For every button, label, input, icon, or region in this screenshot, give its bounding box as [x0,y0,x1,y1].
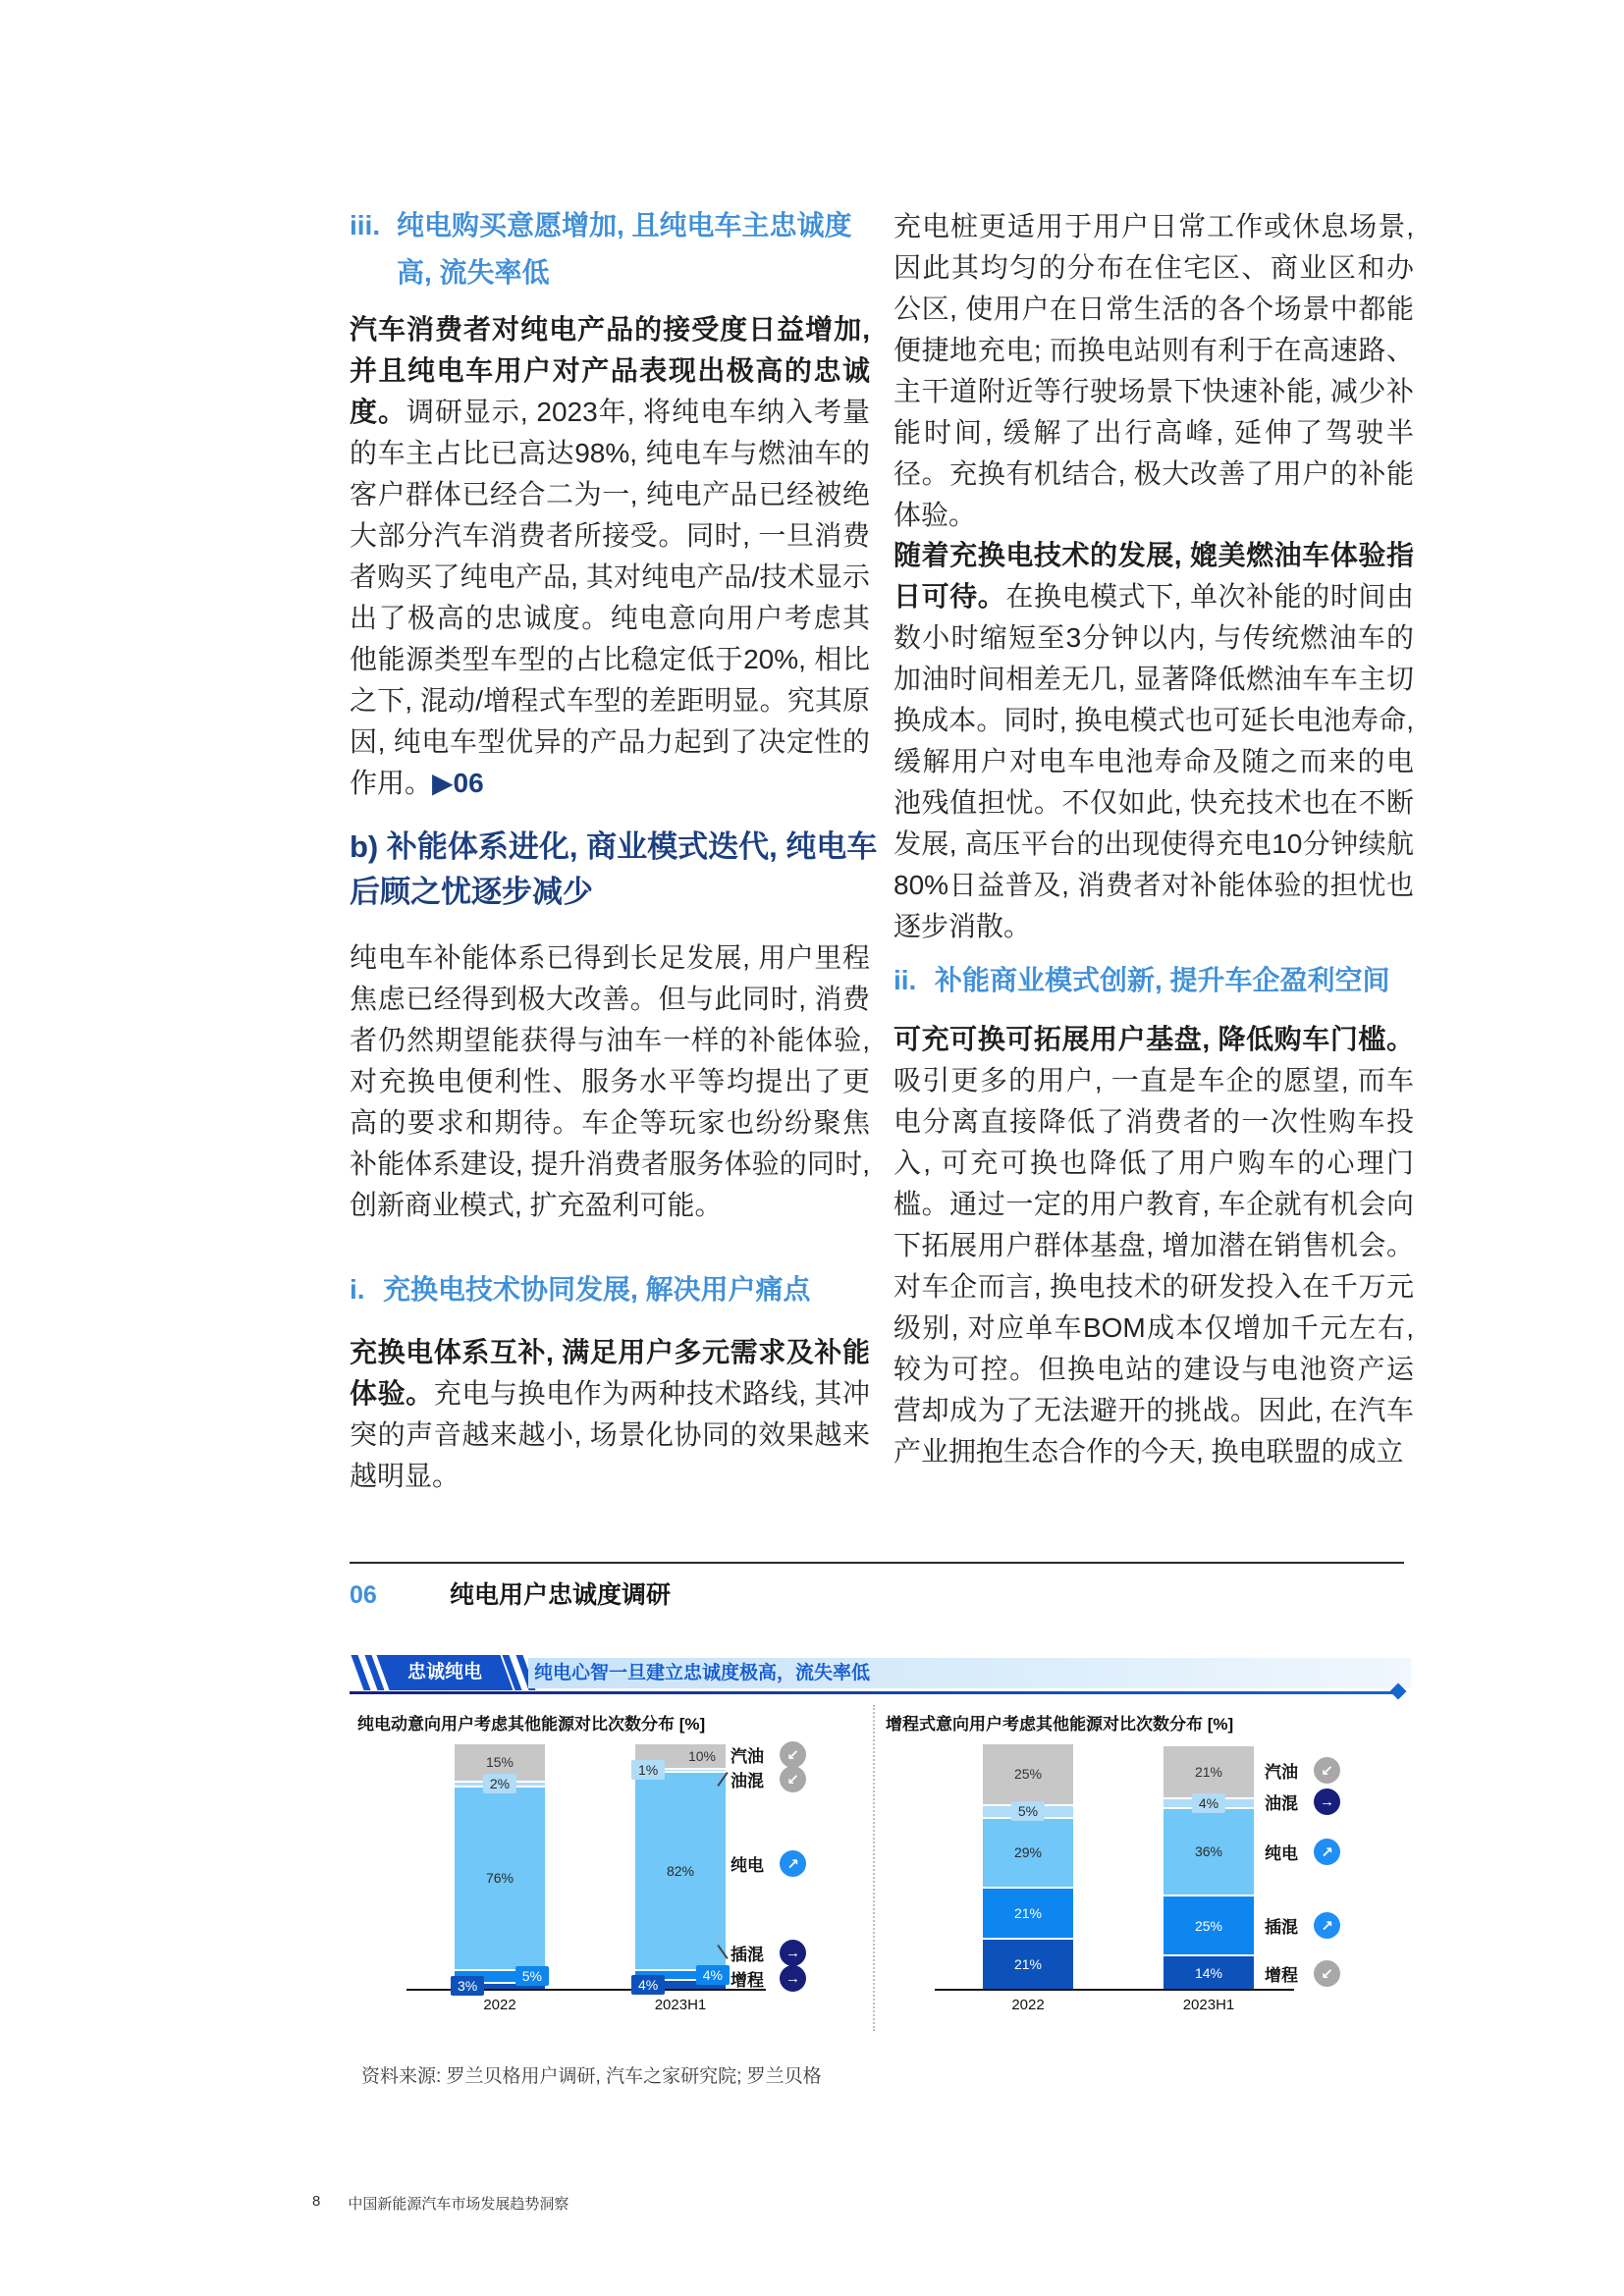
segment-label: 82% [666,1862,695,1879]
segment-label: 3% [451,1976,484,1996]
paragraph-lead: 可充可换可拓展用户基盘, 降低购车门槛。 [893,1024,1414,1054]
trend-down-icon: ↙ [1314,1757,1340,1784]
segment-插混 [1164,1895,1254,1955]
trend-down-icon: ↙ [780,1741,806,1768]
segment-label: 21% [1194,1763,1223,1780]
x-tick-label: 2022 [483,1997,516,2013]
heading-text: 充换电技术协同发展, 解决用户痛点 [383,1274,811,1305]
paragraph-rest: 吸引更多的用户, 一直是车企的愿望, 而车电分离直接降低了消费者的一次性购车投入, 可充可换也降低了用户购车的心理门槛。通过一定的用户教育, 车企就有机会向下拓展用户群体基盘, 增加潜在销售机会。对车企而言, 换电技术的研发投入在千万元级别, 对应单车BOM成本仅增加千元左右, 较为可控。但换电站的建设与电池资产运营却成为了无法避开的挑战。因此, 在汽车产业拥抱生态合作的今天, 换电联盟的成立 [893,1065,1414,1467]
source-note: 资料来源: 罗兰贝格用户调研, 汽车之家研究院; 罗兰贝格 [361,2066,822,2087]
section-heading-b: b) 补能体系进化, 商业模式迭代, 纯电车后顾之忧逐步减少 [350,829,878,909]
heading-text: 补能商业模式创新, 提升车企盈利空间 [935,965,1390,995]
banner-headline: 纯电心智一旦建立忠诚度极高，流失率低 [534,1663,871,1683]
legend-item-汽油 [1265,1757,1340,1784]
figure-banner [350,1655,1411,1690]
legend-item-纯电 [731,1850,806,1877]
stacked-bar-2022 [455,1744,545,1995]
paragraph-consumer-acceptance [350,309,870,804]
figure-title: 纯电用户忠诚度调研 [450,1581,672,1609]
legend-label: 汽油 [731,1747,764,1766]
x-tick-label: 2022 [1011,1997,1045,2013]
section-heading-ii [893,957,1414,1004]
segment-label: 4% [631,1975,665,1995]
legend-item-汽油 [731,1741,806,1768]
segment-油混 [983,1803,1073,1820]
x-tick-label: 2023H1 [1182,1997,1235,2013]
segment-汽油 [1164,1746,1254,1797]
segment-纯电 [1164,1807,1254,1895]
figure-header [350,1578,671,1612]
section-heading-i [350,1266,870,1313]
segment-汽油 [983,1744,1073,1805]
page-number: 8 [312,2193,321,2210]
chart-title: 纯电动意向用户考虑其他能源对比次数分布 [%] [357,1715,706,1734]
legend-item-插混 [731,1940,806,1966]
segment-label: 10% [687,1747,716,1764]
paragraph-charging-system: 纯电车补能体系已得到长足发展, 用户里程焦虑已经得到极大改善。但与此同时, 消费者仍然期望能获得与油车一样的补能体验, 对充换电便利性、服务水平等均提出了更高的要求和期待。车企等玩家也纷纷聚焦补能体系建设, 提升消费者服务体验的同时, 创新商业模式, 扩充盈利可能。 [350,942,870,1220]
segment-label: 14% [1194,1964,1223,1981]
chart-title: 增程式意向用户考虑其他能源对比次数分布 [%] [886,1715,1234,1734]
x-tick-label: 2023H1 [654,1997,707,2013]
segment-油混 [1164,1794,1254,1811]
legend-item-插混 [1265,1912,1340,1939]
segment-增程 [1164,1954,1254,1989]
paragraph-business-model [893,1019,1414,1472]
trend-flat-icon: → [780,1940,806,1966]
trend-flat-icon: → [780,1965,806,1992]
chart-divider [873,1705,875,2031]
footer-title: 中国新能源汽车市场发展趋势洞察 [348,2196,569,2213]
paragraph-charge-swap [350,1332,870,1497]
segment-纯电 [635,1771,726,1970]
paragraph-rest: 充电与换电作为两种技术路线, 其冲突的声音越来越小, 场景化协同的效果越来越明显。 [350,1378,870,1491]
legend-label: 纯电 [1265,1844,1298,1863]
segment-增程 [983,1938,1073,1989]
stacked-bar-2023H1 [635,1744,726,1994]
paragraph-rest: 在换电模式下, 单次补能的时间由数小时缩短至3分钟以内, 与传统燃油车的加油时间相差无几, 显著降低燃油车车主切换成本。同时, 换电模式也可延长电池寿命, 缓解用户对电车电池寿命及随之而来的电池残值担忧。不仅如此, 快充技术也在不断发展, 高压平台的出现使得充电10分钟续航80%日益普及, 消费者对补能体验的担忧也逐步消散。 [893,581,1414,941]
paragraph-swap-experience [893,535,1414,947]
trend-down-icon: ↙ [780,1766,806,1792]
segment-纯电 [455,1786,545,1970]
legend-label: 油混 [1265,1794,1298,1813]
figure-top-rule [350,1562,1404,1564]
legend-item-油混 [731,1766,806,1792]
chart-erev-intenders [878,1708,1412,2037]
segment-label: 76% [485,1870,514,1887]
segment-label: 4% [1192,1793,1225,1813]
legend-item-纯电 [1265,1839,1340,1865]
segment-label: 21% [1013,1956,1043,1973]
segment-label: 5% [1011,1801,1045,1821]
segment-label: 25% [1013,1766,1043,1783]
heading-marker: ii. [893,965,917,995]
legend-label: 油混 [731,1772,764,1790]
legend-item-油混 [1265,1789,1340,1815]
legend-label: 插混 [731,1946,764,1964]
segment-label: 36% [1194,1843,1223,1860]
segment-插混 [983,1887,1073,1938]
trend-flat-icon: → [1314,1789,1340,1815]
trend-up-icon: ↗ [1314,1839,1340,1865]
banner-badge-label: 忠诚纯电 [406,1662,482,1682]
segment-纯电 [983,1817,1073,1888]
segment-label: 21% [1013,1905,1043,1922]
segment-label: 2% [483,1774,516,1793]
figure-number: 06 [350,1581,377,1609]
segment-label: 4% [696,1965,730,1985]
banner-band [528,1658,1411,1688]
paragraph-lead: 汽车消费者对纯电产品的接受度日益增加, 并且纯电车用户对产品表现出极高的忠诚度。 [350,314,870,427]
legend-label: 纯电 [731,1856,764,1875]
segment-label: 25% [1194,1917,1223,1934]
heading-marker: i. [350,1274,365,1305]
paragraph-charging-scenes: 充电桩更适用于用户日常工作或休息场景, 因此其均匀的分布在住宅区、商业区和办公区, 使用户在日常生活的各个场景中都能便捷地充电; 而换电站则有利于在高速路、主干道附近等行驶场景下快速补能, 减少补能时间, 缓解了出行高峰, 延伸了驾驶半径。充换有机结合, 极大改善了用户的补能体验。 [893,211,1414,530]
legend-label: 插混 [1265,1918,1298,1937]
section-heading-iii [350,202,870,296]
banner-badge [376,1655,513,1690]
stacked-bar-2023H1 [1164,1746,1254,1989]
paragraph-lead: 随着充换电技术的发展, 媲美燃油车体验指日可待。 [893,540,1414,612]
segment-label: 15% [485,1754,514,1771]
figure-reference: ▶06 [432,768,484,798]
trend-up-icon: ↗ [780,1850,806,1877]
trend-down-icon: ↙ [1314,1960,1340,1987]
legend-label: 增程 [731,1971,764,1990]
paragraph-lead: 充换电体系互补, 满足用户多元需求及补能体验。 [350,1337,870,1409]
paragraph-rest: 调研显示, 2023年, 将纯电车纳入考量的车主占比已高达98%, 纯电车与燃油车的客户群体已经合二为一, 纯电产品已经被绝大部分汽车消费者所接受。同时, 一旦消费者购买了纯电产品, 其对纯电产品/技术显示出了极高的忠诚度。纯电意向用户考虑其他能源类型车型的占比稳定低于20%, 相比之下, 混动/增程式车型的差距明显。究其原因, 纯电车型优异的产品力起到了决定性的作用。 [350,397,870,798]
legend-item-增程 [731,1965,806,1992]
chart-bev-intenders [350,1708,872,2037]
banner-underline [350,1691,1398,1694]
segment-label: 5% [515,1966,549,1986]
heading-marker: iii. [350,210,381,240]
segment-label: 29% [1013,1844,1043,1861]
page-footer [312,2193,568,2214]
x-axis [935,1989,1294,1991]
stacked-bar-2022 [983,1744,1073,1989]
trend-up-icon: ↗ [1314,1912,1340,1939]
legend-label: 增程 [1265,1966,1298,1985]
heading-text: 纯电购买意愿增加, 且纯电车主忠诚度高, 流失率低 [397,210,852,288]
segment-label: 1% [631,1760,665,1780]
legend-item-增程 [1265,1960,1340,1987]
legend-label: 汽油 [1265,1763,1298,1782]
